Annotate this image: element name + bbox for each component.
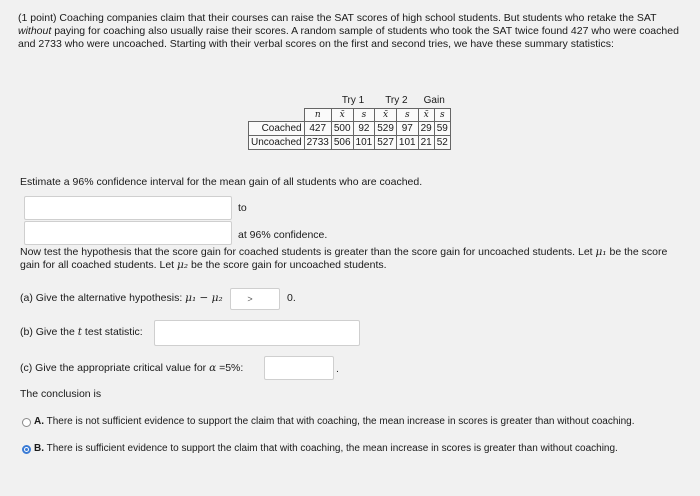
table-cell: 21 [418,136,434,150]
hyp-text-3: be the score gain for uncoached students. [188,259,387,271]
table-cell: 427 [304,122,331,136]
group-header-gain: Gain [423,95,445,106]
group-header-try1: Try 1 [341,95,365,106]
alpha-symbol: α [209,362,217,374]
part-a-text: (a) Give the alternative hypothesis: [20,292,186,304]
sub-header: s [396,109,418,122]
sub-header: s [434,109,450,122]
table-cell: 529 [375,122,397,136]
summary-statistics-table [248,94,451,150]
critical-value-input[interactable] [264,356,334,380]
hypothesis-text [20,246,680,272]
ci-upper-input[interactable] [24,221,232,245]
part-c-label [20,362,243,375]
row-label: Uncoached [249,136,305,150]
option-a-text: There is not sufficient evidence to support the claim that with coaching, the mean increase in scores is greater than without coaching. [44,416,635,427]
table-cell: 101 [353,136,375,150]
t-symbol: t [77,326,83,338]
ci-suffix: at 96% confidence. [238,229,328,241]
hyp-text-1: Now test the hypothesis that the score gain for coached students is greater than the score gain for uncoached students. Let [20,246,596,258]
hyp-text-2: be the score gain for all coached students. Let [20,246,668,271]
table-cell: 97 [396,122,418,136]
part-c-text-pre: (c) Give the appropriate critical value for [20,362,210,374]
ci-question: Estimate a 96% confidence interval for the mean gain of all students who are coached. [20,176,423,188]
alternative-select-value: > [247,294,253,304]
intro-text-2: paying for coaching also usually raise their scores. A random sample of students who took the SAT twice found 427 who were coached and 2733 who were uncoached. Starting with their verbal scores on the first and second tries, we have these summary statistics: [18,25,679,50]
part-c-text-post: =5%: [216,362,244,374]
table-cell: 92 [353,122,375,136]
sub-header: x̄ [418,109,434,122]
sub-header: x̄ [375,109,397,122]
part-b-text-post: test statistic: [82,326,143,338]
part-b-label [20,326,143,339]
table-cell: 2733 [304,136,331,150]
part-c-period: . [336,363,339,375]
group-header-try2: Try 2 [385,95,408,106]
intro-text-1: (1 point) Coaching companies claim that their courses can raise the SAT scores of high school students. But students who retake the SAT [18,12,657,24]
sub-header: x̄ [331,109,353,122]
table-row [249,136,451,150]
mu2-symbol: μ₂ [177,259,189,271]
sub-header: n [304,109,331,122]
table-cell: 29 [418,122,434,136]
table-cell: 59 [434,122,450,136]
hypothesis-expression: μ₁ − μ₂ [185,292,223,304]
ci-to-label: to [238,202,247,214]
table-cell: 506 [331,136,353,150]
problem-intro [18,12,688,51]
row-label: Coached [249,122,305,136]
sub-header: s [353,109,375,122]
part-b-text-pre: (b) Give the [20,326,78,338]
option-b-text: There is sufficient evidence to support the claim that with coaching, the mean increase in scores is greater than without coaching. [44,443,618,454]
table-cell: 101 [396,136,418,150]
part-a-label [20,292,223,305]
mu1-symbol: μ₁ [595,246,607,258]
table-cell: 527 [375,136,397,150]
table-row [249,122,451,136]
option-b-key: B. [34,443,44,454]
option-a-key: A. [34,416,44,427]
intro-italic: without [18,25,52,37]
option-a[interactable] [22,416,637,428]
alternative-select[interactable] [230,288,280,310]
conclusion-label: The conclusion is [20,388,102,400]
table-cell: 52 [434,136,450,150]
t-statistic-input[interactable] [154,320,360,346]
part-a-rhs: 0. [287,292,296,304]
ci-lower-input[interactable] [24,196,232,220]
option-b[interactable] [22,443,637,455]
table-cell: 500 [331,122,353,136]
